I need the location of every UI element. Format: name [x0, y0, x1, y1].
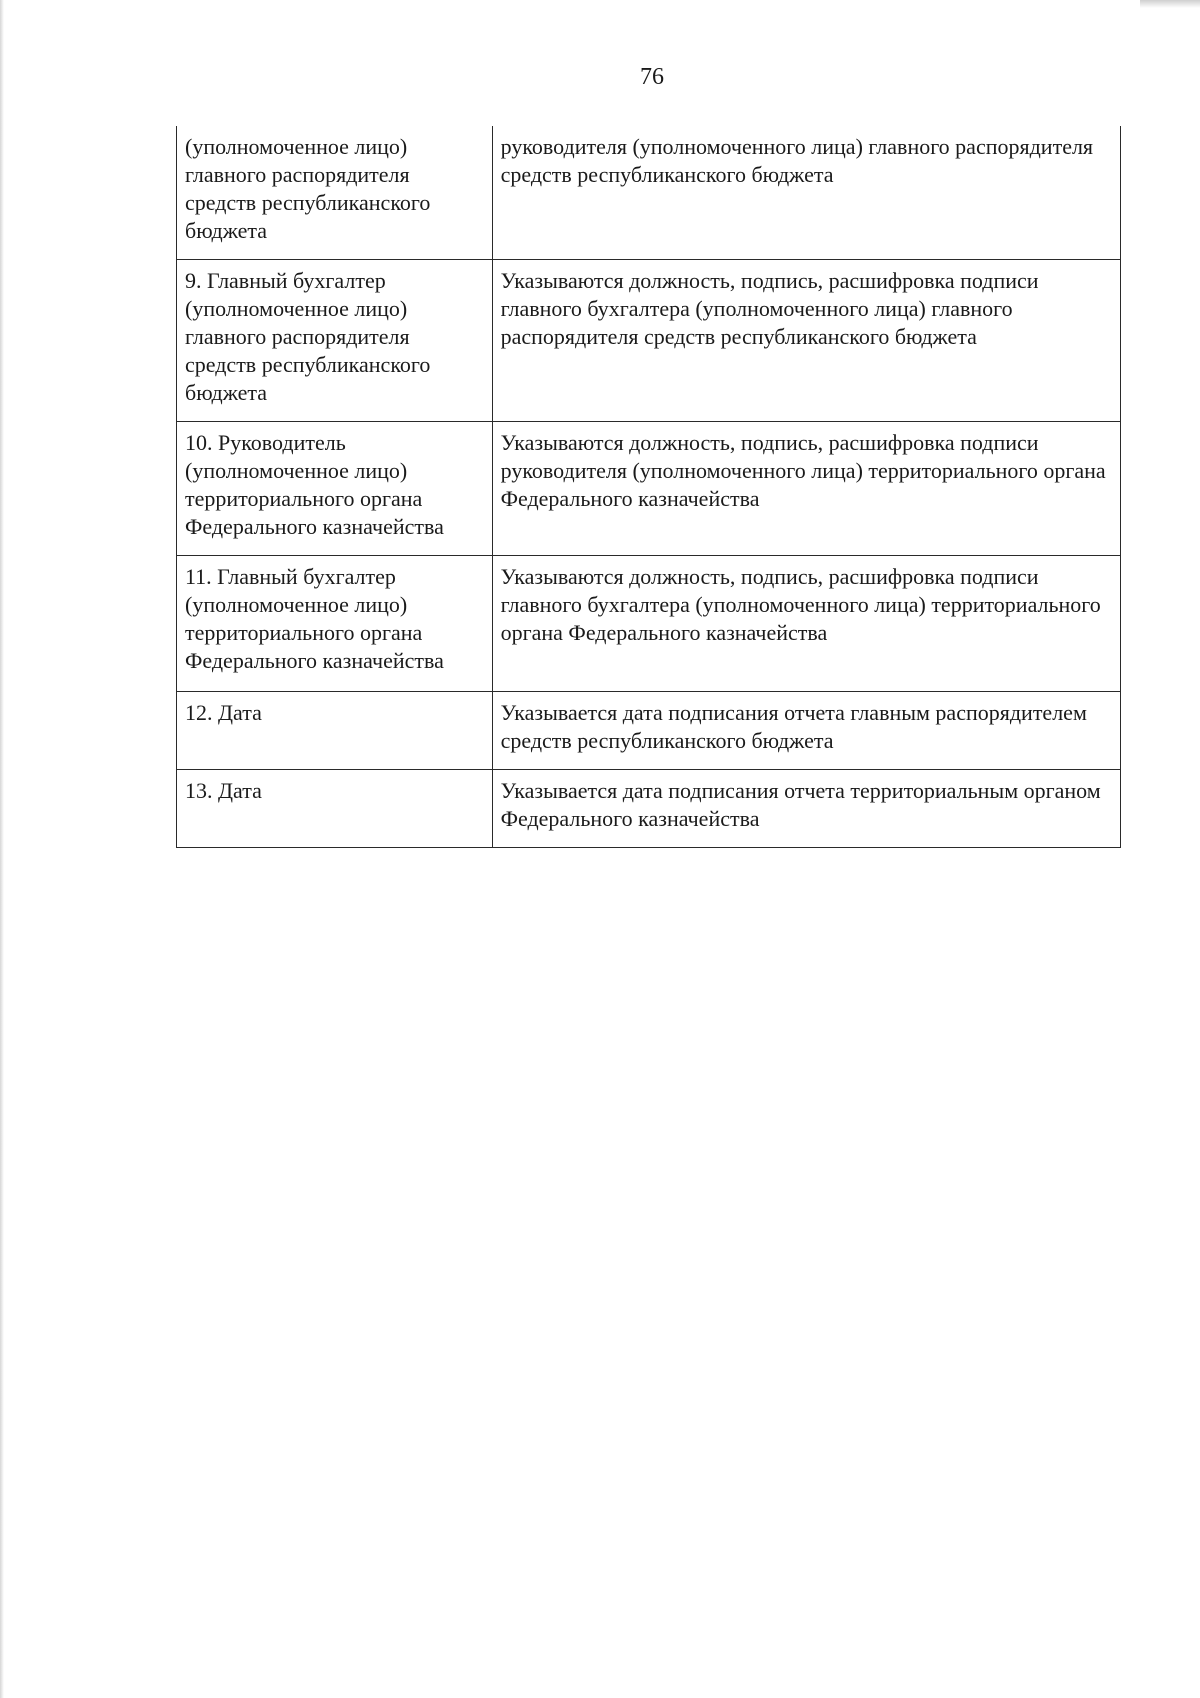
table-row: [177, 422, 1121, 556]
row-label: 13. Дата: [177, 770, 493, 848]
requisites-table: [176, 126, 1121, 848]
table-row: [177, 260, 1121, 422]
row-label: 12. Дата: [177, 692, 493, 770]
row-label: 10. Руководитель (уполномоченное лицо) территориального органа Федерального казначейства: [177, 422, 493, 556]
row-label: (уполномоченное лицо) главного распорядителя средств республиканского бюджета: [177, 126, 493, 260]
table-row: [177, 770, 1121, 848]
row-description: Указывается дата подписания отчета территориальным органом Федерального казначейства: [492, 770, 1120, 848]
table-row: [177, 692, 1121, 770]
row-description: руководителя (уполномоченного лица) главного распорядителя средств республиканского бюджета: [492, 126, 1120, 260]
row-label: 11. Главный бухгалтер (уполномоченное лицо) территориального органа Федерального казначейства: [177, 556, 493, 692]
table-row: [177, 556, 1121, 692]
scan-edge-artifact: [0, 0, 4, 1698]
page-number: 76: [640, 64, 664, 90]
scan-corner-artifact: [1140, 0, 1200, 8]
row-description: Указываются должность, подпись, расшифровка подписи руководителя (уполномоченного лица) территориального органа Федерального казначейства: [492, 422, 1120, 556]
row-description: Указываются должность, подпись, расшифровка подписи главного бухгалтера (уполномоченного лица) главного распорядителя средств республиканского бюджета: [492, 260, 1120, 422]
table-row: [177, 126, 1121, 260]
row-description: Указывается дата подписания отчета главным распорядителем средств республиканского бюджета: [492, 692, 1120, 770]
row-description: Указываются должность, подпись, расшифровка подписи главного бухгалтера (уполномоченного лица) территориального органа Федерального казначейства: [492, 556, 1120, 692]
row-label: 9. Главный бухгалтер (уполномоченное лицо) главного распорядителя средств республиканского бюджета: [177, 260, 493, 422]
